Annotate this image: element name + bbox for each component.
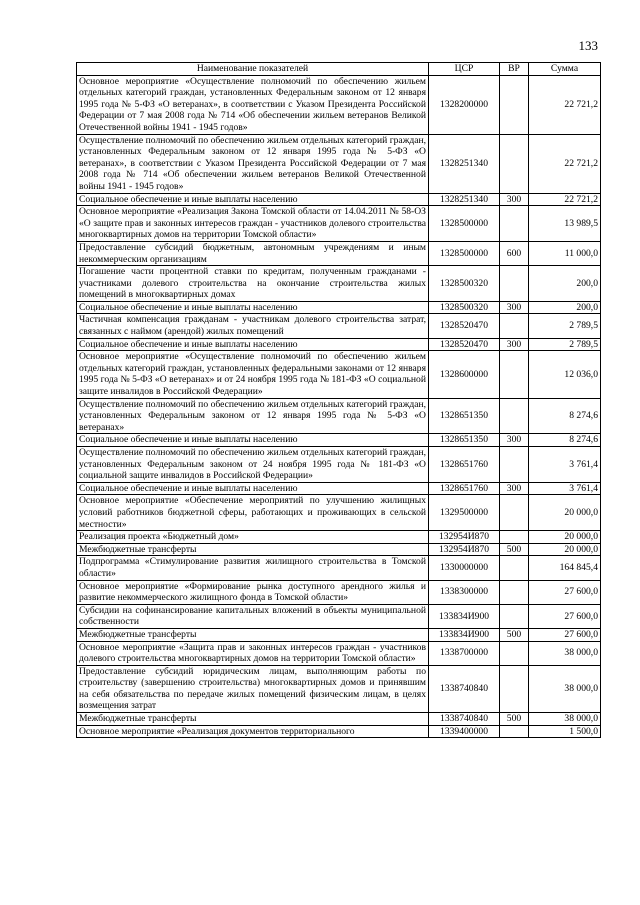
cell-csr: 1329500000 <box>429 495 500 531</box>
cell-name: Частичная компенсация гражданам - участникам долевого строительства затрат, связанных с наймом (арендой) жилых помещений <box>77 314 429 338</box>
cell-csr: 1330000000 <box>429 556 500 580</box>
cell-name: Социальное обеспечение и иные выплаты населению <box>77 338 429 351</box>
cell-sum: 22 721,2 <box>529 75 601 134</box>
cell-vr <box>500 398 529 434</box>
cell-name: Основное мероприятие «Формирование рынка доступного арендного жилья и развитие некоммерческого жилищного фонда в Томской области» <box>77 580 429 604</box>
table-row <box>77 266 601 302</box>
cell-name: Субсидии на софинансирование капитальных вложений в объекты муниципальной собственности <box>77 604 429 628</box>
cell-name: Основное мероприятие «Осуществление полномочий по обеспечению жильем отдельных категорий граждан, установленных Федеральным законом от 12 января 1995 года № 5-ФЗ «О ветеранах», в соответствии с Указом Президента Российской Федерации от 7 мая 2008 года № 714 «Об обеспечении жильем ветеранов Великой Отечественной войны 1941 - 1945 годов» <box>77 75 429 134</box>
cell-sum: 38 000,0 <box>529 713 601 726</box>
cell-vr <box>500 580 529 604</box>
cell-vr: 300 <box>500 482 529 495</box>
header-name: Наименование показателей <box>77 63 429 76</box>
cell-name: Осуществление полномочий по обеспечению жильем отдельных категорий граждан, установленных Федеральным законом от 12 января 1995 года № 5-ФЗ «О ветеранах» <box>77 398 429 434</box>
cell-vr <box>500 495 529 531</box>
cell-vr <box>500 314 529 338</box>
table-row <box>77 725 601 738</box>
table-row <box>77 604 601 628</box>
cell-csr: 1328251340 <box>429 134 500 193</box>
header-vr: ВР <box>500 63 529 76</box>
table-row <box>77 580 601 604</box>
cell-sum: 27 600,0 <box>529 604 601 628</box>
table-row <box>77 398 601 434</box>
cell-csr: 1328651350 <box>429 398 500 434</box>
cell-csr: 1338740840 <box>429 665 500 712</box>
cell-csr: 1328600000 <box>429 351 500 398</box>
cell-csr: 1338740840 <box>429 713 500 726</box>
cell-vr: 300 <box>500 301 529 314</box>
cell-name: Осуществление полномочий по обеспечению жильем отдельных категорий граждан, установленных Федеральным законом от 24 ноября 1995 года № 181-ФЗ «О социальной защите инвалидов в Российской Федерации» <box>77 447 429 483</box>
table-row <box>77 434 601 447</box>
cell-vr <box>500 665 529 712</box>
table-row <box>77 641 601 665</box>
cell-name: Межбюджетные трансферты <box>77 628 429 641</box>
table-row <box>77 75 601 134</box>
cell-csr: 1328520470 <box>429 338 500 351</box>
cell-name: Основное мероприятие «Осуществление полномочий по обеспечению жильем отдельных категорий граждан, установленных федеральными законами от 12 января 1995 года № 5-ФЗ «О ветеранах» и от 24 ноября 1995 года № 181-ФЗ «О социальной защите инвалидов в Российской Федерации» <box>77 351 429 398</box>
cell-csr: 1328520470 <box>429 314 500 338</box>
table-row <box>77 482 601 495</box>
cell-name: Предоставление субсидий юридическим лицам, выполняющим работы по строительству (завершению строительства) многоквартирных домов и принявшим на себя обязательства по передаче жилых помещений физическим лицам, в целях возмещения затрат <box>77 665 429 712</box>
header-csr: ЦСР <box>429 63 500 76</box>
cell-sum: 8 274,6 <box>529 434 601 447</box>
table-row <box>77 301 601 314</box>
cell-name: Социальное обеспечение и иные выплаты населению <box>77 434 429 447</box>
cell-vr <box>500 556 529 580</box>
cell-csr: 1328251340 <box>429 193 500 206</box>
cell-vr <box>500 531 529 544</box>
cell-vr <box>500 206 529 242</box>
cell-vr <box>500 641 529 665</box>
cell-sum: 27 600,0 <box>529 580 601 604</box>
table-row <box>77 543 601 556</box>
header-sum: Сумма <box>529 63 601 76</box>
table-header-row <box>77 63 601 76</box>
cell-csr: 1328500320 <box>429 301 500 314</box>
table-row <box>77 447 601 483</box>
cell-sum: 3 761,4 <box>529 482 601 495</box>
cell-vr: 500 <box>500 543 529 556</box>
cell-sum: 8 274,6 <box>529 398 601 434</box>
cell-name: Основное мероприятие «Обеспечение мероприятий по улучшению жилищных условий работников бюджетной сферы, работающих и проживающих в сельской местности» <box>77 495 429 531</box>
cell-csr: 1328651350 <box>429 434 500 447</box>
cell-sum: 13 989,5 <box>529 206 601 242</box>
cell-csr: 1339400000 <box>429 725 500 738</box>
cell-csr: 132954И870 <box>429 543 500 556</box>
cell-sum: 200,0 <box>529 266 601 302</box>
cell-csr: 1328500000 <box>429 206 500 242</box>
cell-name: Погашение части процентной ставки по кредитам, полученным гражданами - участниками долевого строительства на окончание строительства жилых помещений в многоквартирных домах <box>77 266 429 302</box>
cell-csr: 1338300000 <box>429 580 500 604</box>
cell-sum: 27 600,0 <box>529 628 601 641</box>
cell-sum: 1 500,0 <box>529 725 601 738</box>
cell-csr: 1328200000 <box>429 75 500 134</box>
cell-vr <box>500 351 529 398</box>
table-row <box>77 556 601 580</box>
cell-sum: 3 761,4 <box>529 447 601 483</box>
table-row <box>77 495 601 531</box>
table-row <box>77 206 601 242</box>
cell-name: Основное мероприятие «Реализация документов территориального <box>77 725 429 738</box>
cell-csr: 133834И900 <box>429 628 500 641</box>
cell-sum: 11 000,0 <box>529 241 601 265</box>
cell-sum: 2 789,5 <box>529 314 601 338</box>
table-row <box>77 531 601 544</box>
cell-csr: 1338700000 <box>429 641 500 665</box>
cell-sum: 22 721,2 <box>529 193 601 206</box>
cell-name: Основное мероприятие «Реализация Закона Томской области от 14.04.2011 № 58-ОЗ «О защите прав и законных интересов граждан - участников долевого строительства многоквартирных домов на территории Томской области» <box>77 206 429 242</box>
table-row <box>77 338 601 351</box>
cell-name: Межбюджетные трансферты <box>77 713 429 726</box>
cell-sum: 20 000,0 <box>529 543 601 556</box>
cell-vr <box>500 134 529 193</box>
cell-name: Реализация проекта «Бюджетный дом» <box>77 531 429 544</box>
cell-name: Межбюджетные трансферты <box>77 543 429 556</box>
cell-name: Предоставление субсидий бюджетным, автономным учреждениям и иным некоммерческим организациям <box>77 241 429 265</box>
cell-sum: 12 036,0 <box>529 351 601 398</box>
cell-sum: 38 000,0 <box>529 641 601 665</box>
cell-sum: 164 845,4 <box>529 556 601 580</box>
cell-vr: 300 <box>500 193 529 206</box>
cell-vr: 500 <box>500 628 529 641</box>
cell-name: Подпрограмма «Стимулирование развития жилищного строительства в Томской области» <box>77 556 429 580</box>
cell-csr: 1328500320 <box>429 266 500 302</box>
page-number: 133 <box>578 38 598 53</box>
cell-vr: 600 <box>500 241 529 265</box>
cell-csr: 1328500000 <box>429 241 500 265</box>
cell-vr: 300 <box>500 338 529 351</box>
cell-name: Социальное обеспечение и иные выплаты населению <box>77 482 429 495</box>
table-row <box>77 665 601 712</box>
cell-name: Основное мероприятие «Защита прав и законных интересов граждан - участников долевого строительства многоквартирных домов на территории Томской области» <box>77 641 429 665</box>
table-row <box>77 193 601 206</box>
budget-table <box>76 62 601 738</box>
table-row <box>77 134 601 193</box>
cell-name: Социальное обеспечение и иные выплаты населению <box>77 301 429 314</box>
cell-vr: 500 <box>500 713 529 726</box>
cell-vr: 300 <box>500 434 529 447</box>
cell-csr: 132954И870 <box>429 531 500 544</box>
table-row <box>77 314 601 338</box>
table-row <box>77 713 601 726</box>
cell-vr <box>500 75 529 134</box>
table-body <box>77 75 601 738</box>
cell-name: Осуществление полномочий по обеспечению жильем отдельных категорий граждан, установленных Федеральным законом от 12 января 1995 года № 5-ФЗ «О ветеранах», в соответствии с Указом Президента Российской Федерации от 7 мая 2008 года № 714 «Об обеспечении жильем ветеранов Великой Отечественной войны 1941 - 1945 годов» <box>77 134 429 193</box>
cell-csr: 1328651760 <box>429 447 500 483</box>
cell-vr <box>500 266 529 302</box>
cell-vr <box>500 604 529 628</box>
cell-csr: 1328651760 <box>429 482 500 495</box>
cell-csr: 133834И900 <box>429 604 500 628</box>
cell-sum: 2 789,5 <box>529 338 601 351</box>
cell-sum: 22 721,2 <box>529 134 601 193</box>
table-row <box>77 351 601 398</box>
cell-name: Социальное обеспечение и иные выплаты населению <box>77 193 429 206</box>
table-row <box>77 628 601 641</box>
cell-vr <box>500 725 529 738</box>
cell-sum: 200,0 <box>529 301 601 314</box>
table-row <box>77 241 601 265</box>
cell-sum: 38 000,0 <box>529 665 601 712</box>
cell-sum: 20 000,0 <box>529 531 601 544</box>
cell-vr <box>500 447 529 483</box>
cell-sum: 20 000,0 <box>529 495 601 531</box>
